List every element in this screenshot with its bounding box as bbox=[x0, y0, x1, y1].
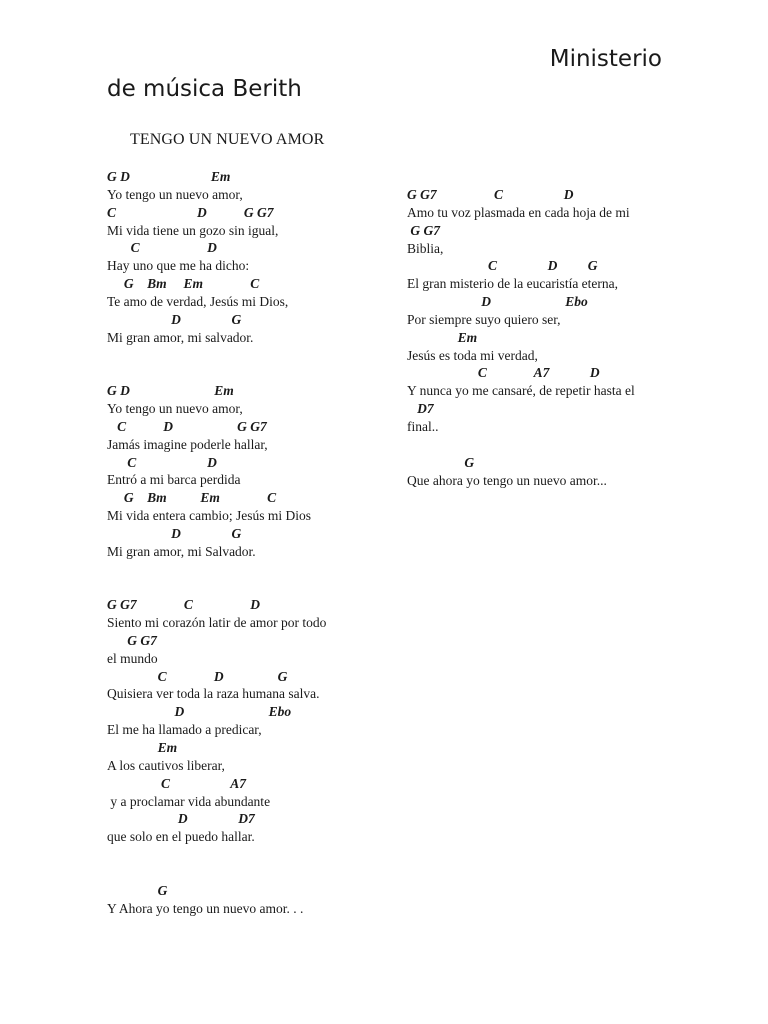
lyric-line: El me ha llamado a predicar, bbox=[107, 722, 262, 738]
lyric-line: que solo en el puedo hallar. bbox=[107, 829, 255, 845]
verse-spacer bbox=[407, 437, 677, 455]
chord-line: G Bm Em C bbox=[107, 490, 277, 506]
chord-line: D Ebo bbox=[107, 704, 292, 720]
lyric-line: Mi gran amor, mi Salvador. bbox=[107, 543, 256, 559]
chord-line: G G7 C D bbox=[407, 187, 574, 202]
lyric-line: Y Ahora yo tengo un nuevo amor. . . bbox=[107, 900, 304, 916]
chord-line: D Ebo bbox=[407, 294, 588, 310]
verse-spacer bbox=[107, 347, 387, 383]
chord-line: Em bbox=[407, 329, 478, 345]
verse-2 bbox=[107, 383, 387, 561]
lyric-line: Entró a mi barca perdida bbox=[107, 472, 241, 488]
lyric-line: Mi vida tiene un gozo sin igual, bbox=[107, 222, 279, 238]
chord-line: C D G bbox=[107, 668, 288, 684]
ministry-header bbox=[107, 44, 662, 104]
chord-line: D G bbox=[107, 311, 242, 327]
chord-line: Em bbox=[107, 740, 178, 755]
chord-line: D7 bbox=[407, 401, 434, 417]
lyrics-column-left bbox=[107, 169, 387, 918]
lyric-line: Te amo de verdad, Jesús mi Dios, bbox=[107, 293, 289, 309]
chord-line: D G bbox=[107, 525, 242, 541]
verse-3 bbox=[107, 597, 387, 847]
lyrics-column-right bbox=[407, 187, 677, 490]
chord-line: C D G G7 bbox=[107, 204, 274, 220]
chord-line: G G7 bbox=[107, 632, 157, 648]
lyric-line: Siento mi corazón latir de amor por todo bbox=[107, 615, 327, 631]
verse-spacer bbox=[107, 847, 387, 883]
chord-line: G D Em bbox=[107, 169, 231, 184]
closing-line bbox=[407, 455, 677, 491]
chord-line: G bbox=[407, 454, 475, 470]
lyric-line: Hay uno que me ha dicho: bbox=[107, 258, 250, 274]
lyric-line: Yo tengo un nuevo amor, bbox=[107, 186, 243, 202]
chord-line: G bbox=[107, 882, 168, 898]
lyric-line: Jamás imagine poderle hallar, bbox=[107, 436, 268, 452]
lyric-line: Que ahora yo tengo un nuevo amor... bbox=[407, 472, 607, 488]
lyric-line: el mundo bbox=[107, 650, 158, 666]
lyric-line: El gran misterio de la eucaristía eterna, bbox=[407, 276, 619, 292]
lyric-line: Mi gran amor, mi salvador. bbox=[107, 329, 254, 345]
lyric-line: Biblia, bbox=[407, 240, 444, 256]
lyric-line: y a proclamar vida abundante bbox=[107, 793, 271, 809]
chord-line: G G7 bbox=[407, 222, 440, 238]
chord-line: G D Em bbox=[107, 383, 234, 399]
lyric-line: Y nunca yo me cansaré, de repetir hasta el bbox=[407, 383, 635, 399]
lyric-line: Yo tengo un nuevo amor, bbox=[107, 400, 243, 416]
chord-line: G Bm Em C bbox=[107, 276, 260, 292]
verse-1 bbox=[107, 169, 387, 347]
lyric-line: Mi vida entera cambio; Jesús mi Dios bbox=[107, 508, 311, 524]
verse-4 bbox=[407, 187, 677, 437]
chord-line: C D bbox=[107, 240, 217, 256]
chord-line: C D bbox=[107, 454, 217, 470]
closing-line bbox=[107, 883, 387, 919]
lyric-line: Por siempre suyo quiero ser, bbox=[407, 311, 561, 327]
chord-line: G G7 C D bbox=[107, 597, 261, 613]
chord-line: C A7 D bbox=[407, 365, 600, 381]
chord-line: C A7 bbox=[107, 775, 247, 791]
lyric-line: A los cautivos liberar, bbox=[107, 757, 225, 773]
header-line-1: Ministerio bbox=[549, 46, 662, 72]
song-title: TENGO UN NUEVO AMOR bbox=[130, 131, 325, 148]
chord-line: D D7 bbox=[107, 811, 255, 827]
lyric-line: Amo tu voz plasmada en cada hoja de mi bbox=[407, 204, 630, 220]
lyric-line: Quisiera ver toda la raza humana salva. bbox=[107, 686, 320, 702]
chord-line: C D G G7 bbox=[107, 418, 267, 434]
lyric-line: final.. bbox=[407, 418, 439, 434]
chord-line: C D G bbox=[407, 258, 598, 274]
header-line-2: de música Berith bbox=[107, 76, 302, 102]
lyric-line: Jesús es toda mi verdad, bbox=[407, 347, 538, 363]
verse-spacer bbox=[107, 562, 387, 598]
